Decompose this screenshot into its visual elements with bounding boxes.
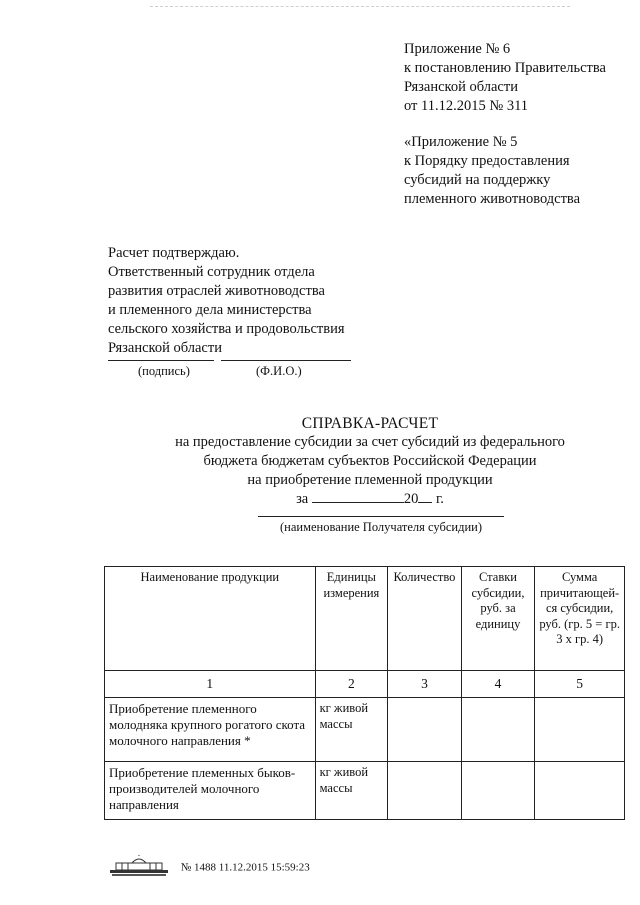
period-year: 20	[403, 491, 419, 507]
table-header-row	[105, 567, 625, 671]
header-product: Наименование продукции	[105, 567, 316, 671]
product-cell: Приобретение племенного молодняка крупного рогатого скота молочного направления *	[105, 698, 316, 762]
government-building-icon	[108, 855, 170, 880]
header-unit: Единицы измерения	[315, 567, 388, 671]
signature-block	[108, 360, 368, 390]
approval-line: Рязанской области	[108, 340, 222, 356]
approval-block	[108, 244, 408, 358]
document-title-block	[140, 414, 600, 509]
name-caption: (Ф.И.О.)	[256, 364, 302, 378]
appendix-line: «Приложение № 5	[404, 134, 518, 150]
title-line: на приобретение племенной продукции	[247, 472, 493, 488]
approval-line: Ответственный сотрудник отдела	[108, 264, 315, 280]
unit-cell: кг живой массы	[315, 698, 388, 762]
sum-cell	[535, 762, 625, 820]
quantity-cell	[388, 698, 462, 762]
period-blank	[312, 490, 404, 503]
rate-cell	[461, 762, 535, 820]
signature-line	[108, 360, 214, 361]
period-prefix: за	[296, 491, 309, 507]
table-row	[105, 762, 625, 820]
approval-line: и племенного дела министерства	[108, 302, 312, 318]
approval-line: Расчет подтверждаю.	[108, 245, 240, 261]
spacer	[404, 116, 634, 133]
year-blank	[418, 490, 432, 503]
table-row	[105, 698, 625, 762]
column-number: 3	[388, 671, 462, 698]
header-quantity: Количество	[388, 567, 462, 671]
title-line: бюджета бюджетам субъектов Российской Федерации	[203, 453, 537, 469]
registration-timestamp: 11.12.2015 15:59:23	[218, 861, 310, 874]
product-cell: Приобретение племенных быков-производителей молочного направления	[105, 762, 316, 820]
appendix-line: к Порядку предоставления	[404, 153, 570, 169]
subsidy-table	[104, 566, 625, 820]
title-line: на предоставление субсидии за счет субсидий из федерального	[175, 434, 565, 450]
period-suffix: г.	[435, 491, 444, 507]
unit-cell: кг живой массы	[315, 762, 388, 820]
column-number-row	[105, 671, 625, 698]
appendix-line: Рязанской области	[404, 79, 518, 95]
appendix-line: субсидий на поддержку	[404, 172, 551, 188]
appendix-line: Приложение № 6	[404, 41, 511, 57]
document-number: № 1488	[180, 861, 216, 874]
column-number: 5	[535, 671, 625, 698]
sum-cell	[535, 698, 625, 762]
quantity-cell	[388, 762, 462, 820]
appendix-header	[404, 40, 634, 209]
recipient-line	[258, 516, 504, 517]
recipient-caption: (наименование Получателя субсидии)	[279, 520, 483, 534]
column-number: 2	[315, 671, 388, 698]
appendix-line: племенного животноводства	[404, 191, 581, 207]
name-line	[221, 360, 351, 361]
approval-line: развития отраслей животноводства	[108, 283, 325, 299]
period-line	[140, 490, 600, 509]
header-sum: Сумма причитающей-ся субсидии, руб. (гр. 5 = гр. 3 х гр. 4)	[535, 567, 625, 671]
rate-cell	[461, 698, 535, 762]
appendix-line: к постановлению Правительства	[404, 60, 606, 76]
column-number: 1	[105, 671, 316, 698]
scan-artifact-line	[150, 6, 570, 7]
recipient-field	[258, 516, 504, 535]
registration-footer	[108, 855, 310, 880]
document-title: СПРАВКА-РАСЧЕТ	[301, 415, 439, 432]
header-rate: Ставки субсидии, руб. за единицу	[461, 567, 535, 671]
signature-caption: (подпись)	[138, 364, 190, 378]
approval-line: сельского хозяйства и продовольствия	[108, 321, 345, 337]
appendix-line: от 11.12.2015 № 311	[404, 98, 529, 114]
column-number: 4	[461, 671, 535, 698]
